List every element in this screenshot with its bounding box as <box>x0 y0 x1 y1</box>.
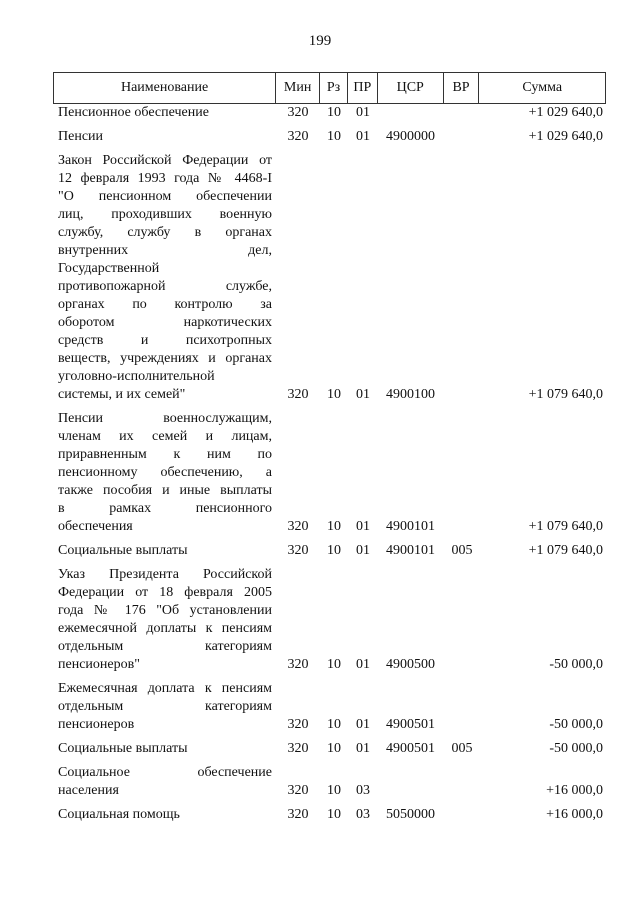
row-name <box>53 542 276 560</box>
cell-sum: +1 079 640,0 <box>528 387 603 402</box>
table-row <box>53 410 606 536</box>
cell-sum: +1 079 640,0 <box>528 543 603 558</box>
row-name-line: системы, и их семей" <box>58 387 186 402</box>
header-vr: ВР <box>444 73 480 103</box>
cell-sum: +16 000,0 <box>546 807 603 822</box>
cell-sum: -50 000,0 <box>549 717 603 732</box>
header-pr: ПР <box>348 73 378 103</box>
cell-sum: +1 079 640,0 <box>528 519 603 534</box>
cell-rz: 10 <box>327 807 341 822</box>
cell-pr: 03 <box>356 807 370 822</box>
row-name-line: отдельным категориям <box>58 699 272 714</box>
row-name-line: 12 февраля 1993 года № 4468-I <box>58 171 272 186</box>
cell-rz: 10 <box>327 519 341 534</box>
cell-min: 320 <box>287 807 309 822</box>
table-row <box>53 740 606 758</box>
cell-min: 320 <box>287 741 309 756</box>
cell-pr: 01 <box>356 543 370 558</box>
row-name-line: года № 176 "Об установлении <box>58 603 272 618</box>
row-name <box>53 740 276 758</box>
cell-rz: 10 <box>327 741 341 756</box>
cell-rz: 10 <box>327 543 341 558</box>
cell-pr: 01 <box>356 105 370 120</box>
row-name-line: "О пенсионном обеспечении <box>58 189 272 204</box>
table-row <box>53 764 606 800</box>
row-name <box>53 152 276 404</box>
cell-sum: +1 029 640,0 <box>528 129 603 144</box>
row-name <box>53 128 276 146</box>
cell-csr: 4900100 <box>386 387 435 402</box>
page-number: 199 <box>308 33 332 49</box>
cell-rz: 10 <box>327 657 341 672</box>
row-name-line: Социальная помощь <box>58 807 180 822</box>
cell-sum: +16 000,0 <box>546 783 603 798</box>
row-name <box>53 104 276 122</box>
cell-min: 320 <box>287 387 309 402</box>
cell-rz: 10 <box>327 783 341 798</box>
table-row <box>53 566 606 674</box>
cell-pr: 01 <box>356 741 370 756</box>
table-row <box>53 680 606 734</box>
row-name-line: отдельным категориям <box>58 639 272 654</box>
header-csr: ЦСР <box>378 73 444 103</box>
cell-pr: 03 <box>356 783 370 798</box>
cell-min: 320 <box>287 543 309 558</box>
row-name <box>53 680 276 734</box>
row-name-line: Ежемесячная доплата к пенсиям <box>58 681 272 696</box>
row-name-line: приравненным к ним по <box>58 447 272 462</box>
cell-min: 320 <box>287 105 309 120</box>
cell-vr: 005 <box>451 543 473 558</box>
cell-csr: 4900000 <box>386 129 435 144</box>
table-row <box>53 152 606 404</box>
header-min: Мин <box>276 73 320 103</box>
row-name-line: пенсионеров" <box>58 657 140 672</box>
cell-csr: 5050000 <box>386 807 435 822</box>
cell-sum: +1 029 640,0 <box>528 105 603 120</box>
cell-rz: 10 <box>327 129 341 144</box>
row-name-line: обеспечения <box>58 519 133 534</box>
row-name-line: службу, службу в органах <box>58 225 272 240</box>
table-row <box>53 806 606 824</box>
row-name-line: ежемесячной доплаты к пенсиям <box>58 621 272 636</box>
row-name <box>53 566 276 674</box>
row-name-line: Пенсии <box>58 129 104 144</box>
cell-rz: 10 <box>327 105 341 120</box>
row-name-line: Закон Российской Федерации от <box>58 153 272 168</box>
row-name-line: пенсионеров <box>58 717 135 732</box>
cell-csr: 4900501 <box>386 717 435 732</box>
row-name-line: Социальные выплаты <box>58 741 188 756</box>
cell-csr: 4900101 <box>386 543 435 558</box>
cell-min: 320 <box>287 129 309 144</box>
cell-pr: 01 <box>356 717 370 732</box>
row-name-line: органах по контролю за <box>58 297 272 312</box>
row-name-line: оборотом наркотических <box>58 315 272 330</box>
row-name <box>53 764 276 800</box>
row-name-line: Указ Президента Российской <box>58 567 272 582</box>
row-name <box>53 806 276 824</box>
row-name-line: лиц, проходивших военную <box>58 207 272 222</box>
table-header <box>53 72 606 104</box>
cell-pr: 01 <box>356 657 370 672</box>
row-name-line: Пенсионное обеспечение <box>58 105 209 120</box>
row-name-line: внутренних дел, <box>58 243 272 258</box>
row-name-line: населения <box>58 783 119 798</box>
cell-rz: 10 <box>327 717 341 732</box>
table-row <box>53 104 606 122</box>
row-name-line: средств и психотропных <box>58 333 272 348</box>
cell-min: 320 <box>287 783 309 798</box>
cell-min: 320 <box>287 717 309 732</box>
row-name-line: противопожарной службе, <box>58 279 272 294</box>
header-rz: Рз <box>320 73 348 103</box>
cell-csr: 4900101 <box>386 519 435 534</box>
row-name <box>53 410 276 536</box>
row-name-line: Пенсии военнослужащим, <box>58 411 272 426</box>
header-name: Наименование <box>54 73 276 103</box>
row-name-line: в рамках пенсионного <box>58 501 272 516</box>
row-name-line: пенсионному обеспечению, а <box>58 465 272 480</box>
row-name-line: веществ, учреждениях и органах <box>58 351 272 366</box>
table-body <box>53 104 606 824</box>
row-name-line: Социальные выплаты <box>58 543 188 558</box>
cell-csr: 4900501 <box>386 741 435 756</box>
row-name-line: Социальное обеспечение <box>58 765 272 780</box>
cell-min: 320 <box>287 657 309 672</box>
cell-vr: 005 <box>451 741 473 756</box>
cell-csr: 4900500 <box>386 657 435 672</box>
cell-pr: 01 <box>356 519 370 534</box>
table-row <box>53 542 606 560</box>
cell-pr: 01 <box>356 129 370 144</box>
cell-rz: 10 <box>327 387 341 402</box>
row-name-line: Государственной <box>58 261 160 276</box>
cell-pr: 01 <box>356 387 370 402</box>
cell-min: 320 <box>287 519 309 534</box>
row-name-line: Федерации от 18 февраля 2005 <box>58 585 272 600</box>
cell-sum: -50 000,0 <box>549 657 603 672</box>
cell-sum: -50 000,0 <box>549 741 603 756</box>
row-name-line: также пособия и иные выплаты <box>58 483 272 498</box>
table-row <box>53 128 606 146</box>
header-sum: Сумма <box>522 80 563 95</box>
budget-table <box>53 72 606 830</box>
row-name-line: уголовно-исполнительной <box>58 369 215 384</box>
row-name-line: членам их семей и лицам, <box>58 429 272 444</box>
